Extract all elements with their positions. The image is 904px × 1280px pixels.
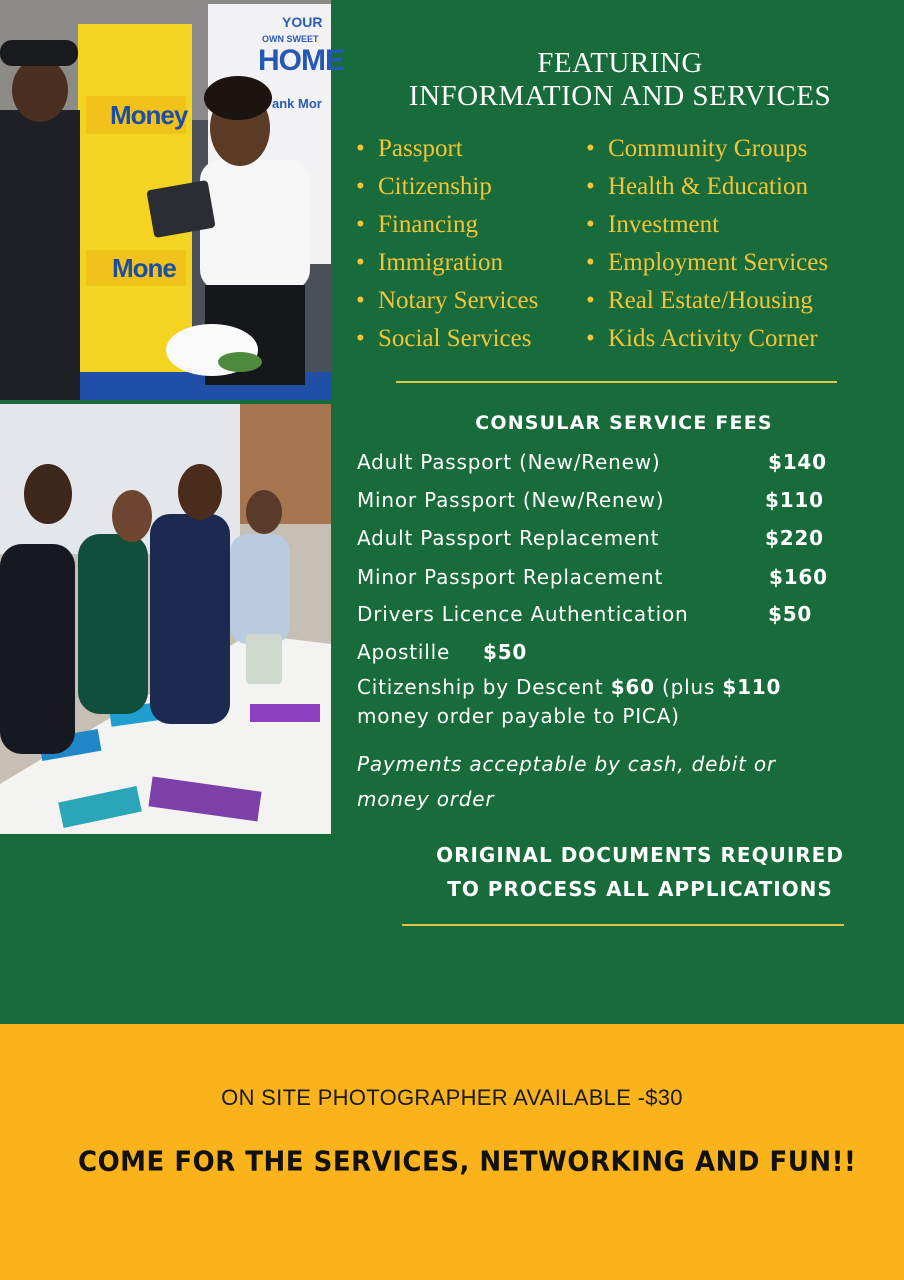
services-list-left xyxy=(356,130,538,358)
fee-price: $220 xyxy=(765,526,824,550)
divider-top xyxy=(396,381,837,383)
bullet-icon: • xyxy=(356,135,365,162)
service-label: Investment xyxy=(608,211,720,238)
documents-line1: ORIGINAL DOCUMENTS REQUIRED xyxy=(436,843,844,867)
service-item xyxy=(356,244,538,282)
service-label: Notary Services xyxy=(378,287,539,314)
photographer-note: ON SITE PHOTOGRAPHER AVAILABLE -$30 xyxy=(221,1085,683,1110)
banner-own-text: OWN SWEET xyxy=(262,34,319,44)
service-label: Community Groups xyxy=(608,135,808,162)
service-label: Social Services xyxy=(378,325,532,352)
bullet-icon: • xyxy=(356,173,365,200)
banner-home-text: HOME xyxy=(258,44,344,77)
service-item xyxy=(356,130,538,168)
bullet-icon: • xyxy=(586,135,595,162)
service-label: Citizenship xyxy=(378,173,492,200)
fee-price: $50 xyxy=(483,640,528,664)
photo-bottom-illustration xyxy=(0,404,331,834)
fee-row xyxy=(357,640,528,664)
service-item xyxy=(356,282,538,320)
sign-money-text-2: Mone xyxy=(112,253,176,283)
bullet-icon: • xyxy=(586,173,595,200)
fee-label: Minor Passport (New/Renew) xyxy=(357,488,665,512)
bullet-icon: • xyxy=(586,287,595,314)
service-item xyxy=(586,282,828,320)
bullet-icon: • xyxy=(356,287,365,314)
service-label: Health & Education xyxy=(608,173,808,200)
bullet-icon: • xyxy=(586,249,595,276)
divider-bottom xyxy=(402,924,844,926)
service-label: Employment Services xyxy=(608,249,829,276)
fee-row xyxy=(357,526,824,550)
service-item xyxy=(586,206,828,244)
service-item xyxy=(586,130,828,168)
fee-label: Apostille xyxy=(357,640,451,664)
bullet-icon: • xyxy=(586,325,595,352)
bullet-icon: • xyxy=(586,211,595,238)
fee-label: Adult Passport (New/Renew) xyxy=(357,450,661,474)
fee-row-citizenship xyxy=(357,675,781,699)
service-item xyxy=(586,168,828,206)
bullet-icon: • xyxy=(356,211,365,238)
service-item xyxy=(356,206,538,244)
service-label: Kids Activity Corner xyxy=(608,325,818,352)
photo-networking-event xyxy=(0,404,331,834)
payment-note xyxy=(357,747,877,817)
fee-label: Adult Passport Replacement xyxy=(357,526,660,550)
fee-price: $50 xyxy=(768,602,813,626)
service-label: Financing xyxy=(378,211,478,238)
fee-price: $60 xyxy=(610,675,655,699)
fees-title: CONSULAR SERVICE FEES xyxy=(475,412,773,434)
bullet-icon: • xyxy=(356,249,365,276)
sign-money-text: Money xyxy=(110,100,188,130)
fee-price: $160 xyxy=(769,565,828,589)
fee-label: Drivers Licence Authentication xyxy=(357,602,689,626)
payment-note-line1: Payments acceptable by cash, debit or xyxy=(357,752,776,776)
fee-price: $110 xyxy=(765,488,824,512)
fee-plus-text: (plus xyxy=(662,675,716,699)
fee-label: Citizenship by Descent xyxy=(357,675,604,699)
payment-note-line2: money order xyxy=(357,787,495,811)
fee-plus-price: $110 xyxy=(722,675,782,699)
fee-row xyxy=(357,450,827,474)
service-label: Real Estate/Housing xyxy=(608,287,813,314)
documents-line2: TO PROCESS ALL APPLICATIONS xyxy=(447,877,833,901)
information-services-heading: INFORMATION AND SERVICES xyxy=(408,80,832,112)
banner-your-text: YOUR xyxy=(282,14,323,30)
fee-row-citizenship-line2: money order payable to PICA) xyxy=(357,704,680,728)
fee-row xyxy=(357,602,813,626)
service-item xyxy=(586,320,828,358)
photo-bank-booy-representative xyxy=(0,0,344,400)
tagline: COME FOR THE SERVICES, NETWORKING AND FUN!! xyxy=(78,1146,857,1178)
service-item xyxy=(586,244,828,282)
fee-label: Minor Passport Replacement xyxy=(357,565,664,589)
service-label: Immigration xyxy=(378,249,503,276)
services-list-right xyxy=(586,130,828,358)
service-item xyxy=(356,320,538,358)
service-item xyxy=(356,168,538,206)
fee-row xyxy=(357,488,824,512)
fee-price: $140 xyxy=(768,450,827,474)
banner-bank-text: ank Mor xyxy=(272,96,322,111)
featuring-heading: FEATURING xyxy=(537,47,703,79)
service-label: Passport xyxy=(378,135,463,162)
bullet-icon: • xyxy=(356,325,365,352)
fee-row xyxy=(357,565,828,589)
documents-required xyxy=(380,838,900,906)
